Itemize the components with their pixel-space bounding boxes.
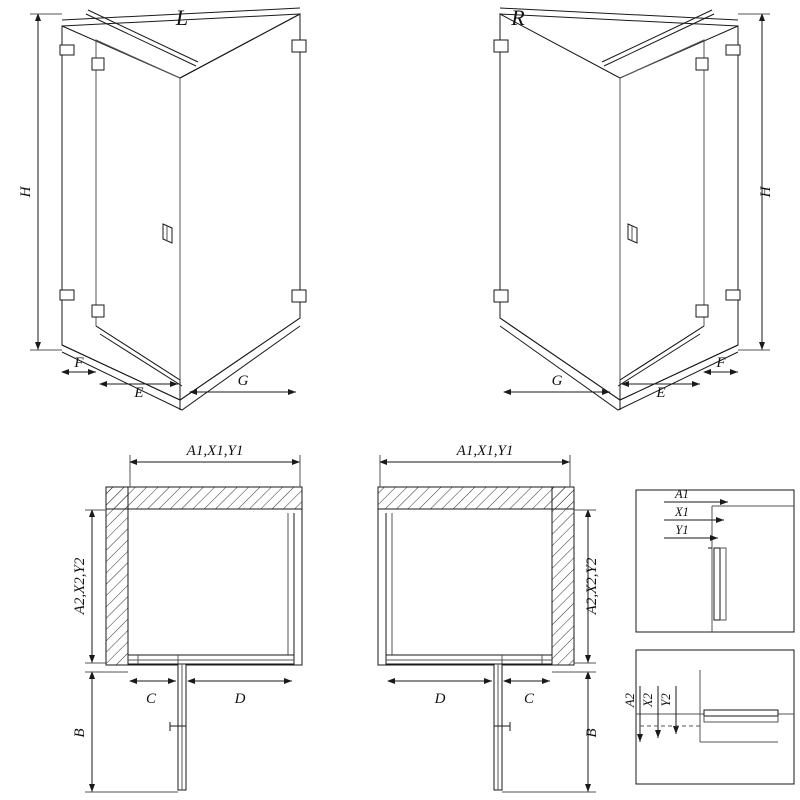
plan-left-dim-d: D [234,691,246,707]
plan-view-left [72,443,302,792]
handing-label-right: R [511,5,525,30]
plan-right-dim-b: B [584,728,600,738]
detail-bottom-right [623,650,794,784]
dim-h-right: H [758,186,774,198]
view-3d-left [18,5,306,410]
dim-h-left: H [18,186,34,198]
view-3d-right [494,5,774,410]
detail-top-label-y1: Y1 [675,523,689,537]
dim-g-left: G [237,373,249,389]
dim-e-right: E [656,385,666,401]
detail-top-label-a1: A1 [675,487,689,501]
plan-left-dim-b: B [72,728,88,738]
handing-label-left: L [175,5,189,30]
detail-bottom-label-x2: X2 [641,693,655,707]
dim-f-left: F [74,355,84,371]
plan-right-dim-side: A2,X2,Y2 [584,557,600,615]
plan-right-dim-top: A1,X1,Y1 [456,443,514,459]
detail-top-right [636,487,794,632]
detail-bottom-label-y2: Y2 [659,693,673,707]
plan-right-dim-c: C [523,691,535,707]
dim-f-right: F [716,355,726,371]
detail-bottom-label-a2: A2 [623,693,637,707]
plan-right-dim-d: D [434,691,446,707]
detail-top-label-x1: X1 [675,505,689,519]
plan-left-dim-c: C [145,691,157,707]
dim-e-left: E [134,385,144,401]
dim-g-right: G [551,373,563,389]
plan-left-dim-top: A1,X1,Y1 [186,443,244,459]
plan-view-right [378,443,600,792]
plan-left-dim-side: A2,X2,Y2 [72,557,88,615]
